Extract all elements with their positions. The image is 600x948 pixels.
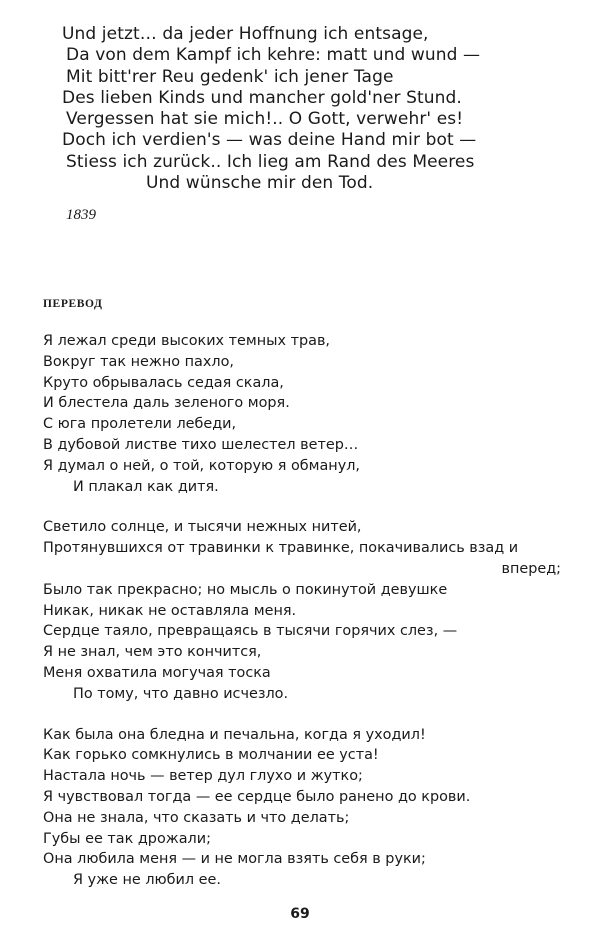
translation-stanza [43,725,563,891]
poem-line: Vergessen hat sie mich!.. O Gott, verwehr' es! [66,109,464,130]
translation-line: С юга пролетели лебеди, [43,416,237,433]
german-poem-stanza [62,24,562,194]
translation-line: Она любила меня — и не могла взять себя в руки; [43,851,426,868]
translation-line: Я уже не любил ее. [73,872,221,889]
poem-line: Da von dem Kampf ich kehre: matt und wund — [66,45,481,66]
translation-stanza [43,517,563,704]
page-number: 69 [290,906,310,922]
translation-line: И блестела даль зеленого моря. [43,395,290,412]
translation-line: Я не знал, чем это кончится, [43,644,262,661]
translation-line: Я лежал среди высоких темных трав, [43,333,330,349]
translation-line: Я думал о ней, о той, которую я обманул, [43,457,361,474]
poem-line: Und jetzt… da jeder Hoffnung ich entsage, [62,24,429,44]
poem-line: Und wünsche mir den Tod. [146,173,374,194]
translation-line: Как горько сомкнулись в молчании ее уста! [43,747,379,764]
translation-line: В дубовой листве тихо шелестел ветер… [43,436,359,453]
translation-line: Меня охватила могучая тоска [43,664,271,681]
translation-line: Было так прекрасно; но мысль о покинутой девушке [43,581,448,598]
translation-line: Настала ночь — ветер дул глухо и жутко; [43,768,363,785]
translation-line: И плакал как дитя. [73,478,219,495]
translation-line: Светило солнце, и тысячи нежных нитей, [43,519,362,536]
translation-line: Она не знала, что сказать и что делать; [43,809,350,826]
translation-line: Губы ее так дрожали; [43,830,211,847]
poem-line: Mit bitt'rer Reu gedenk' ich jener Tage [66,66,394,87]
translation-line: Протянувшихся от травинки к травинке, покачивались взад и [43,540,519,557]
translation-line: Сердце таяло, превращаясь в тысячи горячих слез, — [43,623,458,640]
translation-line: Никак, никак не оставляла меня. [43,602,297,619]
translation-line: По тому, что давно исчезло. [73,685,289,702]
translation-line: Вокруг так нежно пахло, [43,353,234,370]
translation-line: Круто обрывалась седая скала, [43,374,284,391]
translation-line: вперед; [501,560,561,577]
poem-line: Des lieben Kinds und mancher gold'ner Stund. [62,87,462,108]
poem-year: 1839 [66,207,96,223]
poem-line: Stiess ich zurück.. Ich lieg am Rand des Meeres [66,151,475,172]
translation-line: Я чувствовал тогда — ее сердце было ранено до крови. [43,788,471,805]
russian-translation [43,331,563,891]
poem-line: Doch ich verdien's — was deine Hand mir bot — [62,130,477,151]
translation-line: Как была она бледна и печальна, когда я уходил! [43,726,426,743]
translation-stanza [43,331,563,497]
translation-heading: ПЕРЕВОД [43,298,103,310]
